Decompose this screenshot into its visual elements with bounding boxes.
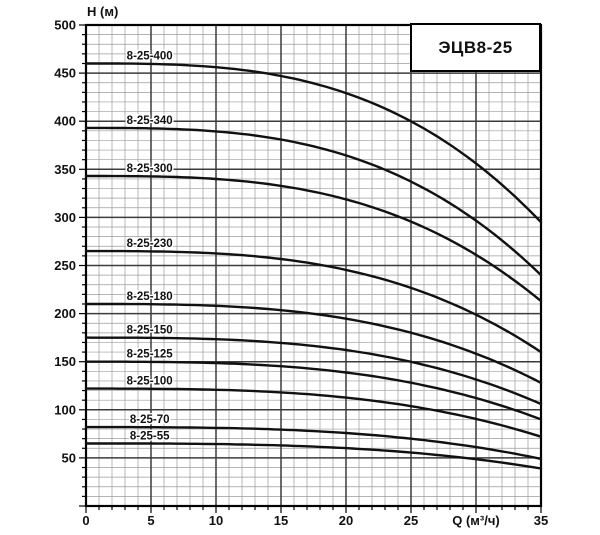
- x-tick-label: 35: [533, 513, 549, 528]
- curve-label-8-25-300: 8-25-300: [126, 163, 173, 176]
- curve-label-8-25-150: 8-25-150: [126, 324, 173, 337]
- y-tick-label: 200: [54, 306, 76, 322]
- y-tick-label: 250: [54, 258, 76, 273]
- chart-title-box: [410, 23, 541, 72]
- curve-label-8-25-70: 8-25-70: [129, 414, 170, 427]
- y-tick-label: 400: [54, 113, 76, 129]
- x-tick-label: Q (м³/ч): [452, 513, 500, 528]
- y-tick-label: 50: [61, 450, 76, 466]
- x-tick-label: 20: [338, 513, 354, 528]
- curve-label-8-25-340: 8-25-340: [126, 114, 173, 127]
- y-tick-label: 350: [54, 161, 76, 177]
- curve-label-8-25-180: 8-25-180: [126, 290, 173, 303]
- curve-label-8-25-400: 8-25-400: [126, 50, 173, 63]
- y-tick-labels: [54, 18, 76, 466]
- x-tick-label: 15: [273, 513, 289, 528]
- y-tick-label: 100: [54, 402, 76, 418]
- curve-label-8-25-125: 8-25-125: [126, 348, 173, 361]
- curve-label-8-25-230: 8-25-230: [126, 238, 173, 251]
- curve-label-8-25-55: 8-25-55: [129, 430, 170, 443]
- x-tick-label: 0: [82, 513, 90, 528]
- x-tick-label: 25: [403, 513, 419, 528]
- y-tick-label: 500: [54, 17, 76, 33]
- curve-labels: [127, 50, 174, 442]
- chart-title: ЭЦВ8-25: [438, 37, 513, 57]
- curve-label-8-25-100: 8-25-100: [126, 375, 173, 388]
- y-tick-label: 300: [54, 209, 76, 225]
- y-tick-label: 150: [54, 354, 76, 370]
- y-axis-title: H (м): [87, 4, 119, 19]
- x-tick-label: 5: [147, 513, 155, 528]
- x-tick-labels: [82, 513, 548, 528]
- y-tick-label: 450: [54, 65, 76, 81]
- x-tick-label: 10: [208, 513, 224, 528]
